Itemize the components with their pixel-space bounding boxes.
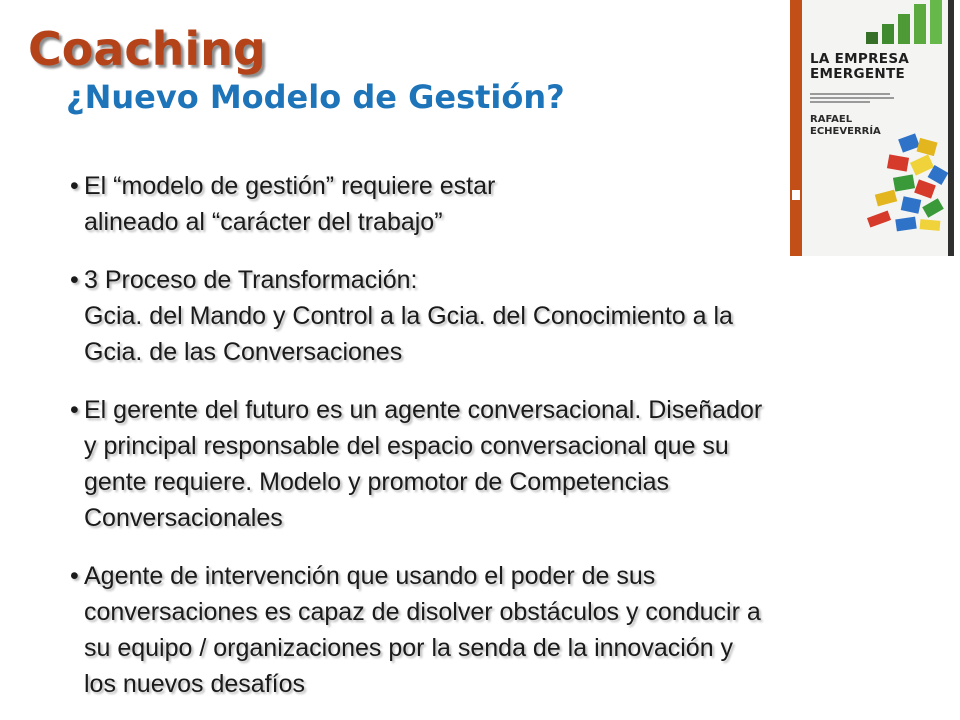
- bullet-dot: •: [70, 562, 79, 590]
- bullet-line: Conversacionales: [84, 504, 283, 532]
- book-author-line: ECHEVERRÍA: [810, 126, 881, 137]
- bullet-line: 3 Proceso de Transformación:: [84, 266, 418, 294]
- bullet-line: Gcia. de las Conversaciones: [84, 338, 403, 366]
- bullet-line: su equipo / organizaciones por la senda de la innovación y: [84, 634, 734, 662]
- bullet-dot: •: [70, 172, 79, 200]
- bullet-line: gente requiere. Modelo y promotor de Competencias: [84, 468, 670, 496]
- bullet-line: Gcia. del Mando y Control a la Gcia. del Conocimiento a la: [84, 302, 733, 330]
- bullet-line: El “modelo de gestión” requiere estar: [84, 172, 496, 200]
- book-title-line: LA EMPRESA: [810, 51, 910, 67]
- bullet-item: [70, 262, 954, 370]
- book-cover-graphic: [864, 0, 944, 44]
- bullet-line: conversaciones es capaz de disolver obstáculos y conducir a: [84, 598, 761, 626]
- bullet-line: y principal responsable del espacio conversacional que su: [84, 432, 729, 460]
- bullet-line: alineado al “carácter del trabajo”: [84, 208, 443, 236]
- bullet-line: El gerente del futuro es un agente conversacional. Diseñador: [84, 396, 763, 424]
- book-author-line: RAFAEL: [810, 114, 853, 125]
- bullet-line: los nuevos desafíos: [84, 670, 305, 698]
- book-tagline-graphic: [810, 92, 900, 108]
- book-title: [810, 52, 909, 82]
- bullet-item: [70, 392, 954, 536]
- bullet-dot: •: [70, 396, 79, 424]
- slide-subtitle: ¿Nuevo Modelo de Gestión?: [66, 78, 565, 116]
- bullet-dot: •: [70, 266, 79, 294]
- book-title-line: EMERGENTE: [810, 66, 906, 82]
- bullet-item: [70, 558, 954, 702]
- bullet-item: [70, 168, 704, 240]
- slide-title: Coaching: [28, 22, 266, 76]
- bullet-list: [70, 168, 954, 702]
- bullet-line: Agente de intervención que usando el poder de sus: [84, 562, 656, 590]
